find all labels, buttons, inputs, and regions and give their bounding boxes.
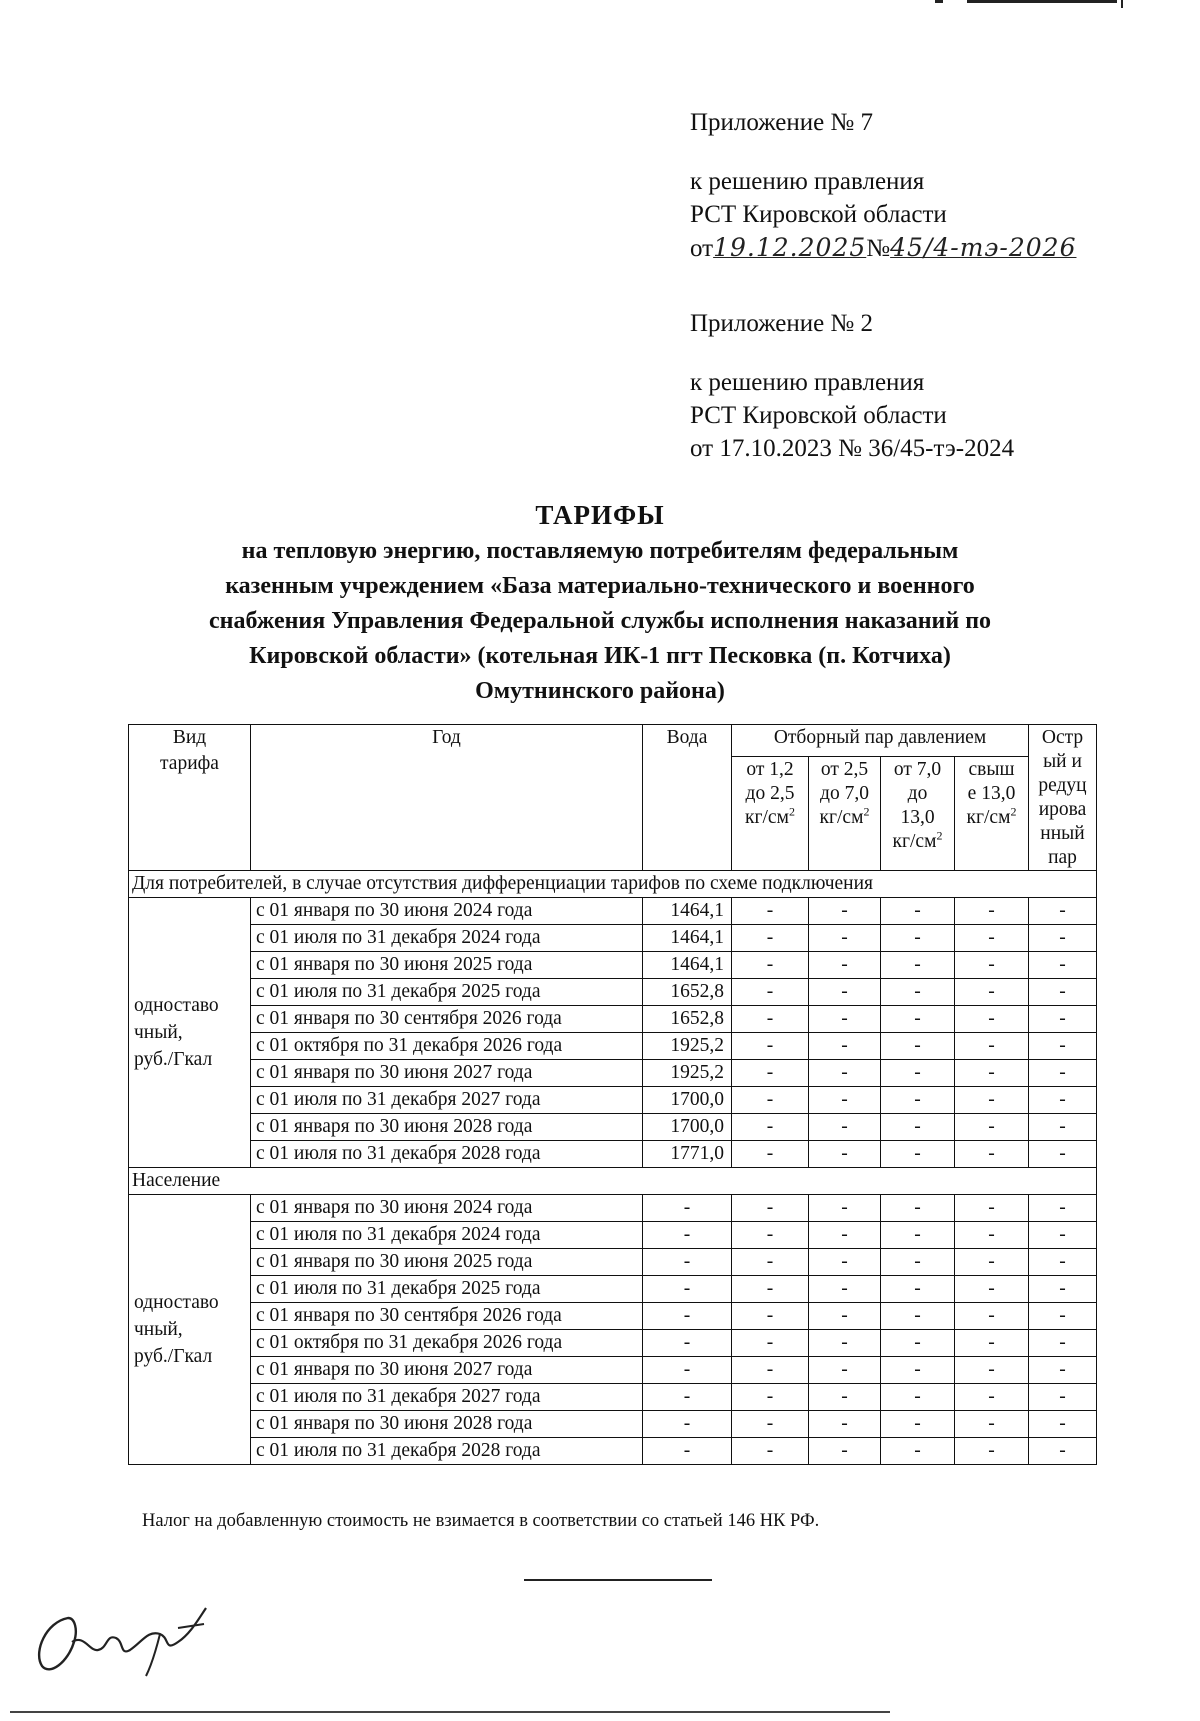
period-cell: с 01 января по 30 июня 2024 года [251, 1195, 643, 1222]
s3-cell: - [881, 1330, 955, 1357]
sharp-cell: - [1029, 925, 1097, 952]
water-cell: - [643, 1438, 732, 1465]
table-row [129, 952, 1097, 979]
s3-cell: - [881, 1411, 955, 1438]
table-row [129, 1330, 1097, 1357]
appendix-2-line1: к решению правления [690, 369, 925, 396]
separator-line [524, 1579, 712, 1581]
handwritten-date: 19.12.2025 [713, 233, 867, 262]
water-cell: 1700,0 [643, 1114, 732, 1141]
s1-cell: - [732, 979, 809, 1006]
tariff-table-body [129, 871, 1097, 1465]
period-cell: с 01 июля по 31 декабря 2027 года [251, 1384, 643, 1411]
water-cell: - [643, 1384, 732, 1411]
period-cell: с 01 января по 30 июня 2028 года [251, 1411, 643, 1438]
water-cell: 1771,0 [643, 1141, 732, 1168]
sharp-cell: - [1029, 1033, 1097, 1060]
period-cell: с 01 января по 30 июня 2025 года [251, 952, 643, 979]
signature-icon [28, 1590, 218, 1680]
s1-cell: - [732, 1060, 809, 1087]
water-cell: - [643, 1357, 732, 1384]
s1-cell: - [732, 1411, 809, 1438]
table-row [129, 925, 1097, 952]
s4-cell: - [955, 1330, 1029, 1357]
s2-cell: - [809, 1033, 881, 1060]
appendix-2-line2: РСТ Кировской области [690, 402, 947, 429]
s3-cell: - [881, 1249, 955, 1276]
sharp-cell: - [1029, 1060, 1097, 1087]
s4-cell: - [955, 1087, 1029, 1114]
s4-cell: - [955, 1384, 1029, 1411]
water-cell: 1925,2 [643, 1033, 732, 1060]
header-steam-group: Отборный пар давлением [732, 725, 1029, 757]
table-row [129, 1303, 1097, 1330]
s3-cell: - [881, 1384, 955, 1411]
s2-cell: - [809, 1249, 881, 1276]
water-cell: 1700,0 [643, 1087, 732, 1114]
water-cell: 1464,1 [643, 952, 732, 979]
tariff-type-cell: одноставо чный, руб./Гкал [129, 1195, 251, 1465]
sharp-cell: - [1029, 1411, 1097, 1438]
header-sharp-steam: Остр ый и редуц ирова нный пар [1029, 725, 1097, 871]
s2-cell: - [809, 1114, 881, 1141]
s1-cell: - [732, 1438, 809, 1465]
s4-cell: - [955, 925, 1029, 952]
water-cell: - [643, 1249, 732, 1276]
appendix-7-decision-line [690, 231, 1076, 265]
scan-edge-mark [935, 0, 1125, 5]
s2-cell: - [809, 979, 881, 1006]
water-cell: - [643, 1411, 732, 1438]
s1-cell: - [732, 1195, 809, 1222]
s4-cell: - [955, 1222, 1029, 1249]
sharp-cell: - [1029, 1114, 1097, 1141]
header-tariff-type: Вид тарифа [129, 725, 251, 871]
s3-cell: - [881, 1438, 955, 1465]
table-row [129, 1222, 1097, 1249]
header-water: Вода [643, 725, 732, 871]
s3-cell: - [881, 925, 955, 952]
water-cell: - [643, 1195, 732, 1222]
table-row [129, 1087, 1097, 1114]
water-cell: 1464,1 [643, 898, 732, 925]
period-cell: с 01 июля по 31 декабря 2025 года [251, 1276, 643, 1303]
s2-cell: - [809, 1411, 881, 1438]
appendix-7-line1: к решению правления [690, 168, 925, 195]
s1-cell: - [732, 952, 809, 979]
sharp-cell: - [1029, 1249, 1097, 1276]
s2-cell: - [809, 1060, 881, 1087]
period-cell: с 01 июля по 31 декабря 2027 года [251, 1087, 643, 1114]
s1-cell: - [732, 1114, 809, 1141]
period-cell: с 01 января по 30 сентября 2026 года [251, 1303, 643, 1330]
tariff-type-cell: одноставо чный, руб./Гкал [129, 898, 251, 1168]
s3-cell: - [881, 1006, 955, 1033]
s1-cell: - [732, 1006, 809, 1033]
s4-cell: - [955, 952, 1029, 979]
s1-cell: - [732, 1222, 809, 1249]
table-row [129, 1384, 1097, 1411]
s1-cell: - [732, 1276, 809, 1303]
s4-cell: - [955, 1060, 1029, 1087]
s4-cell: - [955, 1303, 1029, 1330]
section-header-row [129, 1168, 1097, 1195]
appendix-2-label: Приложение № 2 [690, 310, 874, 337]
title-line-4: Кировской области» (котельная ИК-1 пгт Песковка (п. Котчиха) [249, 643, 951, 669]
sharp-cell: - [1029, 898, 1097, 925]
s3-cell: - [881, 1222, 955, 1249]
period-cell: с 01 июля по 31 декабря 2024 года [251, 1222, 643, 1249]
sharp-cell: - [1029, 1141, 1097, 1168]
scan-bottom-edge [10, 1711, 890, 1713]
s2-cell: - [809, 1384, 881, 1411]
sharp-cell: - [1029, 1006, 1097, 1033]
s1-cell: - [732, 1033, 809, 1060]
s3-cell: - [881, 1195, 955, 1222]
header-steam-4: свыш е 13,0 $кг/см^2$ [955, 756, 1029, 870]
s2-cell: - [809, 898, 881, 925]
s2-cell: - [809, 1006, 881, 1033]
period-cell: с 01 октября по 31 декабря 2026 года [251, 1033, 643, 1060]
s2-cell: - [809, 1141, 881, 1168]
s2-cell: - [809, 1438, 881, 1465]
sharp-cell: - [1029, 1438, 1097, 1465]
s2-cell: - [809, 1276, 881, 1303]
s1-cell: - [732, 1357, 809, 1384]
table-row [129, 1438, 1097, 1465]
s2-cell: - [809, 925, 881, 952]
s4-cell: - [955, 1411, 1029, 1438]
sharp-cell: - [1029, 1357, 1097, 1384]
period-cell: с 01 января по 30 июня 2025 года [251, 1249, 643, 1276]
s4-cell: - [955, 1438, 1029, 1465]
sharp-cell: - [1029, 1087, 1097, 1114]
period-cell: с 01 июля по 31 декабря 2028 года [251, 1141, 643, 1168]
sharp-cell: - [1029, 1330, 1097, 1357]
s4-cell: - [955, 898, 1029, 925]
period-cell: с 01 января по 30 июня 2027 года [251, 1357, 643, 1384]
water-cell: - [643, 1276, 732, 1303]
period-cell: с 01 июля по 31 декабря 2025 года [251, 979, 643, 1006]
title-line-5: Омутнинского района) [475, 678, 725, 704]
title-main: ТАРИФЫ [535, 500, 665, 530]
table-row [129, 1033, 1097, 1060]
s1-cell: - [732, 898, 809, 925]
sharp-cell: - [1029, 952, 1097, 979]
table-row [129, 898, 1097, 925]
appendix-7-block [690, 106, 1076, 265]
handwritten-number: 45/4-тэ-2026 [890, 233, 1077, 262]
s3-cell: - [881, 979, 955, 1006]
section-title: Население [129, 1168, 1097, 1195]
s2-cell: - [809, 1330, 881, 1357]
header-row-1 [129, 725, 1097, 757]
water-cell: - [643, 1303, 732, 1330]
s2-cell: - [809, 1303, 881, 1330]
sharp-cell: - [1029, 1303, 1097, 1330]
sharp-cell: - [1029, 1195, 1097, 1222]
period-cell: с 01 июля по 31 декабря 2024 года [251, 925, 643, 952]
appendix-7-label: Приложение № 7 [690, 109, 874, 136]
tariff-table [128, 724, 1097, 1465]
s2-cell: - [809, 1222, 881, 1249]
appendix-2-line3: от 17.10.2023 № 36/45-тэ-2024 [690, 435, 1015, 462]
water-cell: 1464,1 [643, 925, 732, 952]
s3-cell: - [881, 1357, 955, 1384]
header-steam-1: от 1,2 до 2,5 $кг/см^2$ [732, 756, 809, 870]
s4-cell: - [955, 1006, 1029, 1033]
header-steam-2: от 2,5 до 7,0 $кг/см^2$ [809, 756, 881, 870]
sharp-cell: - [1029, 1384, 1097, 1411]
s1-cell: - [732, 1303, 809, 1330]
table-row [129, 1357, 1097, 1384]
s2-cell: - [809, 1195, 881, 1222]
s2-cell: - [809, 952, 881, 979]
table-row [129, 1114, 1097, 1141]
appendix-7-line2: РСТ Кировской области [690, 201, 947, 228]
s3-cell: - [881, 898, 955, 925]
s3-cell: - [881, 952, 955, 979]
sharp-cell: - [1029, 1222, 1097, 1249]
table-row [129, 1249, 1097, 1276]
title-line-1: на тепловую энергию, поставляемую потребителям федеральным [241, 538, 959, 564]
period-cell: с 01 июля по 31 декабря 2028 года [251, 1438, 643, 1465]
title-line-3: снабжения Управления Федеральной службы исполнения наказаний по [208, 608, 992, 634]
water-cell: - [643, 1330, 732, 1357]
s1-cell: - [732, 1141, 809, 1168]
s3-cell: - [881, 1060, 955, 1087]
header-year: Год [251, 725, 643, 871]
vat-footnote: Налог на добавленную стоимость не взимается в соответствии со статьей 146 НК РФ. [142, 1511, 820, 1531]
s3-cell: - [881, 1276, 955, 1303]
table-row [129, 1411, 1097, 1438]
section-header-row [129, 871, 1097, 898]
s1-cell: - [732, 925, 809, 952]
header-steam-3: от 7,0 до 13,0 $кг/см^2$ [881, 756, 955, 870]
s3-cell: - [881, 1033, 955, 1060]
period-cell: с 01 января по 30 июня 2028 года [251, 1114, 643, 1141]
s2-cell: - [809, 1087, 881, 1114]
water-cell: - [643, 1222, 732, 1249]
sharp-cell: - [1029, 979, 1097, 1006]
s3-cell: - [881, 1114, 955, 1141]
table-row [129, 1276, 1097, 1303]
section-title: Для потребителей, в случае отсутствия дифференциации тарифов по схеме подключения [129, 871, 1097, 898]
sharp-cell: - [1029, 1276, 1097, 1303]
s4-cell: - [955, 1276, 1029, 1303]
s4-cell: - [955, 1249, 1029, 1276]
number-prefix: № [866, 235, 891, 262]
table-row [129, 1006, 1097, 1033]
appendix-2-block [690, 307, 1014, 465]
period-cell: с 01 января по 30 июня 2024 года [251, 898, 643, 925]
table-row [129, 1195, 1097, 1222]
table-row [129, 1141, 1097, 1168]
s3-cell: - [881, 1141, 955, 1168]
s4-cell: - [955, 979, 1029, 1006]
period-cell: с 01 октября по 31 декабря 2026 года [251, 1330, 643, 1357]
from-prefix: от [690, 235, 714, 262]
s4-cell: - [955, 1033, 1029, 1060]
table-row [129, 979, 1097, 1006]
table-row [129, 1060, 1097, 1087]
s2-cell: - [809, 1357, 881, 1384]
s1-cell: - [732, 1384, 809, 1411]
period-cell: с 01 января по 30 июня 2027 года [251, 1060, 643, 1087]
document-title [100, 497, 1100, 708]
s3-cell: - [881, 1303, 955, 1330]
water-cell: 1652,8 [643, 1006, 732, 1033]
s1-cell: - [732, 1249, 809, 1276]
s1-cell: - [732, 1330, 809, 1357]
water-cell: 1925,2 [643, 1060, 732, 1087]
s4-cell: - [955, 1357, 1029, 1384]
s4-cell: - [955, 1114, 1029, 1141]
s4-cell: - [955, 1195, 1029, 1222]
s4-cell: - [955, 1141, 1029, 1168]
period-cell: с 01 января по 30 сентября 2026 года [251, 1006, 643, 1033]
title-line-2: казенным учреждением «База материально-технического и военного [225, 573, 975, 599]
s3-cell: - [881, 1087, 955, 1114]
s1-cell: - [732, 1087, 809, 1114]
water-cell: 1652,8 [643, 979, 732, 1006]
